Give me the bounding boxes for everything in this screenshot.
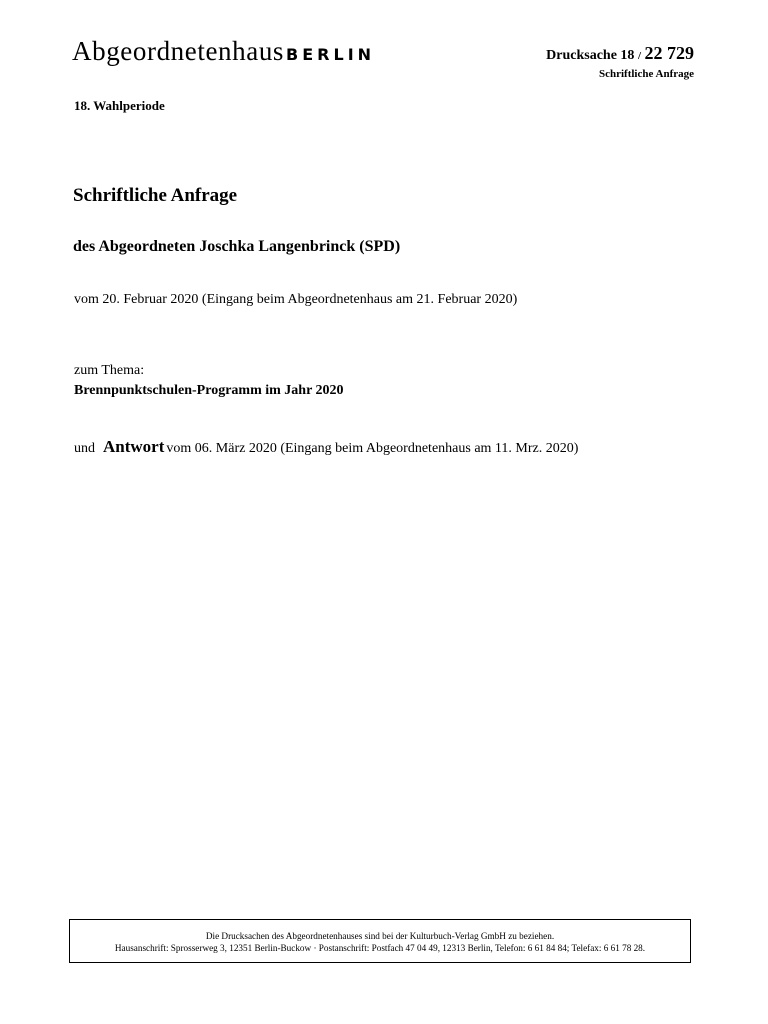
logo-city: BERLIN [286, 45, 376, 64]
author-line: des Abgeordneten Joschka Langenbrinck (SPD) [73, 238, 401, 255]
topic-title: Brennpunktschulen-Programm im Jahr 2020 [74, 383, 344, 398]
document-type: Schriftliche Anfrage [598, 68, 694, 80]
legislative-period: 18. Wahlperiode [74, 98, 165, 113]
answer-date: vom 06. März 2020 (Eingang beim Abgeordnetenhaus am 11. Mrz. 2020) [166, 441, 579, 456]
drucksache-line [546, 43, 694, 64]
drucksache-label: Drucksache 18 [546, 48, 635, 63]
parliament-logo [72, 38, 375, 65]
page-title: Schriftliche Anfrage [73, 185, 238, 206]
footer-line-publisher: Die Drucksachen des Abgeordnetenhauses sind bei der Kulturbuch-Verlag GmbH zu beziehen. [205, 931, 555, 941]
date-line: vom 20. Februar 2020 (Eingang beim Abgeordnetenhaus am 21. Februar 2020) [74, 292, 518, 307]
answer-word: Antwort [103, 437, 165, 456]
topic-label: zum Thema: [74, 363, 145, 378]
footer-notice [69, 919, 691, 963]
answer-prefix: und [74, 441, 95, 456]
footer-line-address: Hausanschrift: Sprosserweg 3, 12351 Berlin-Buckow · Postanschrift: Postfach 47 04 49, 12313 Berlin, Telefon: 6 61 84 84; Telefax: 6 61 78 28. [114, 943, 646, 953]
drucksache-number: 22 729 [644, 43, 694, 63]
document-reference [546, 43, 694, 80]
logo-wordmark: Abgeordnetenhaus [72, 36, 285, 66]
answer-line [74, 437, 578, 457]
drucksache-slash: / [637, 50, 641, 62]
